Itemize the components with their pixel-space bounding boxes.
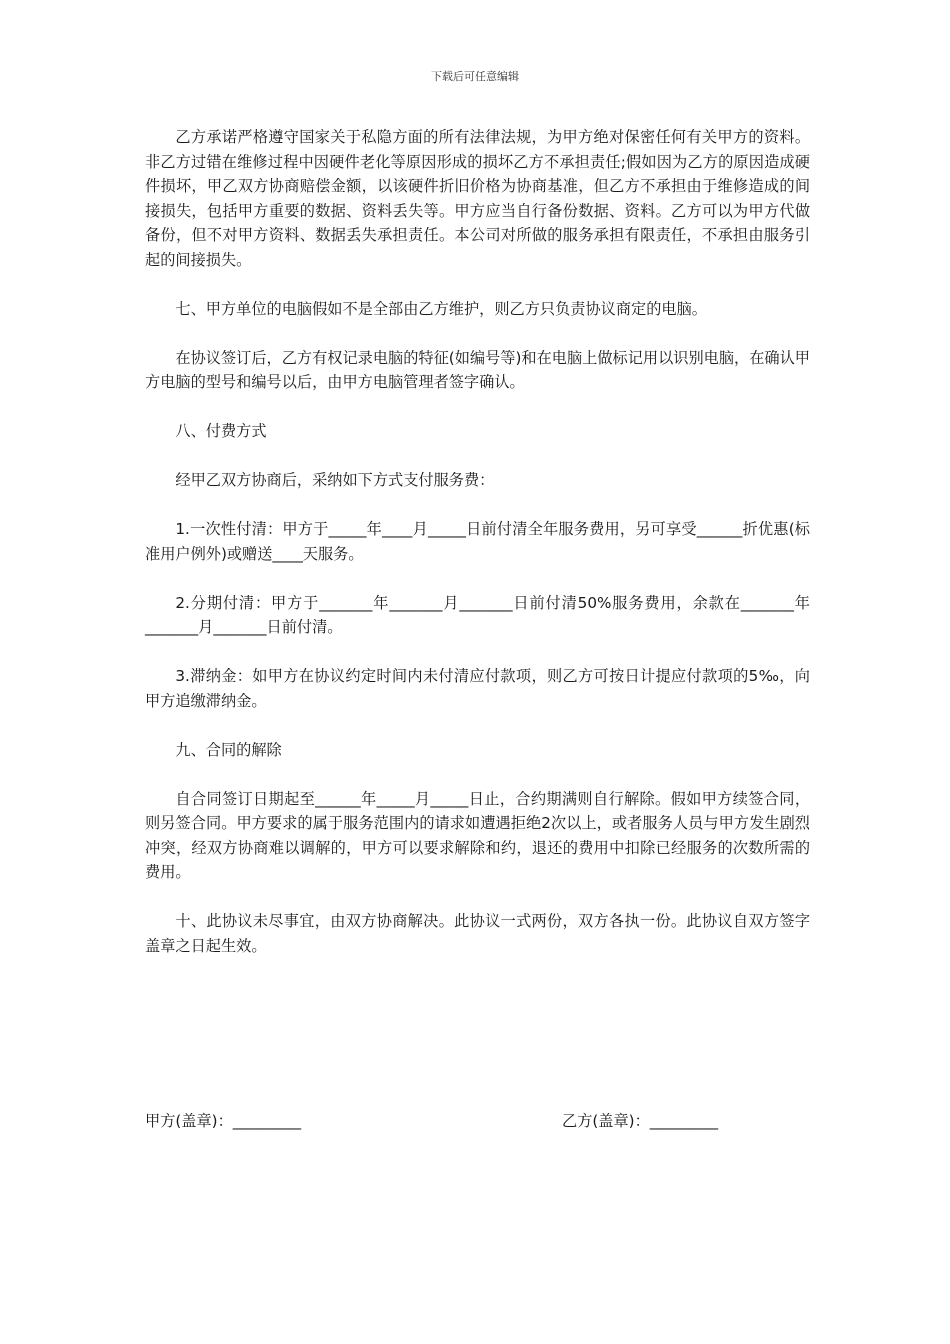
heading-section-9: 九、合同的解除 — [175, 740, 282, 759]
heading-section-8: 八、付费方式 — [175, 422, 267, 440]
page-header-note: 下载后可任意编辑 — [431, 70, 519, 83]
paragraph-section-7: 七、甲方单位的电脑假如不是全部由乙方维护，则乙方只负责协议商定的电脑。 — [175, 299, 707, 318]
paragraph-termination: 自合同签订日期起至______年_____月_____日止，合约期满则自行解除。假如甲方续签合同，则另签合同。甲方要求的属于服务范围内的请求如遭遇拒绝2次以上，或者服务人员与甲方发生剧烈冲突，经双方协商难以调解的，甲方可以要求解除和约，退还的费用中扣除已经服务的次数所需的费用。 — [145, 789, 810, 881]
signature-party-b: 乙方(盖章)：_________ — [562, 1112, 719, 1130]
paragraph-late-fee: 3.滞纳金：如甲方在协议约定时间内未付清应付款项，则乙方可按日计提应付款项的5‰，向甲方追缴滞纳金。 — [145, 667, 810, 710]
document-body — [145, 125, 810, 983]
paragraph-privacy-liability: 乙方承诺严格遵守国家关于私隐方面的所有法律法规，为甲方绝对保密任何有关甲方的资料。非乙方过错在维修过程中因硬件老化等原因形成的损坏乙方不承担责任;假如因为乙方的原因造成硬件损坏，甲乙双方协商赔偿金额，以该硬件折旧价格为协商基准，但乙方不承担由于维修造成的间接损失，包括甲方重要的数据、资料丢失等。甲方应当自行备份数据、资料。乙方可以为甲方代做备份，但不对甲方资料、数据丢失承担责任。本公司对所做的服务承担有限责任，不承担由服务引起的间接损失。 — [145, 128, 810, 269]
paragraph-payment-lump-sum: 1.一次性付清：甲方于_____年____月_____日前付清全年服务费用，另可享受______折优惠(标准用户例外)或赠送____天服务。 — [145, 520, 810, 563]
paragraph-payment-installment: 2.分期付清：甲方于_______年_______月_______日前付清50%服务费用，余款在_______年_______月_______日前付清。 — [145, 593, 810, 636]
paragraph-computer-marking: 在协议签订后，乙方有权记录电脑的特征(如编号等)和在电脑上做标记用以识别电脑，在确认甲方电脑的型号和编号以后，由甲方电脑管理者签字确认。 — [145, 348, 810, 391]
signature-party-a: 甲方(盖章)：_________ — [145, 1112, 302, 1130]
signature-block — [145, 1110, 810, 1134]
paragraph-payment-intro: 经甲乙双方协商后，采纳如下方式支付服务费： — [175, 471, 495, 489]
paragraph-section-10: 十、此协议未尽事宜，由双方协商解决。此协议一式两份，双方各执一份。此协议自双方签字盖章之日起生效。 — [145, 912, 810, 955]
